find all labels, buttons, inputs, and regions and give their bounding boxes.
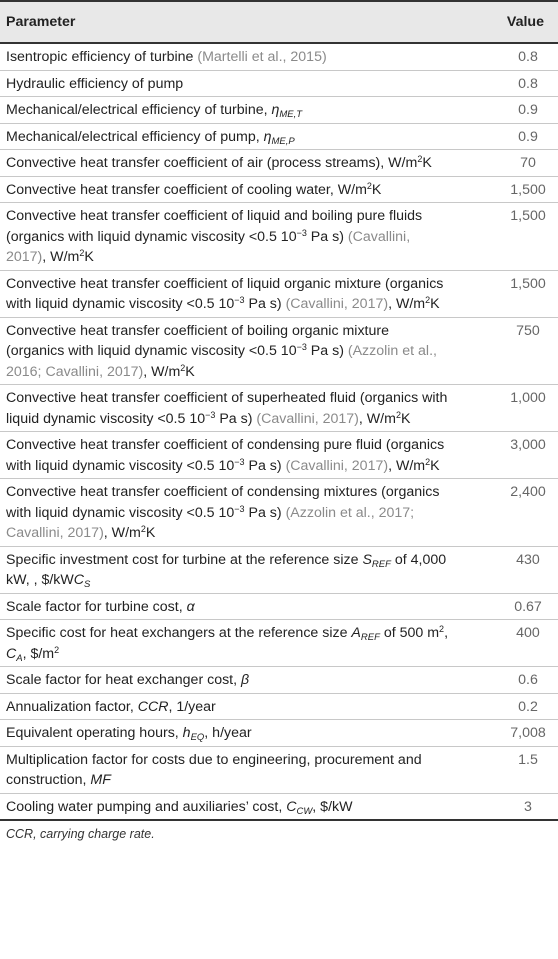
citation: (Cavallini, 2017) — [6, 228, 411, 265]
parameter-text: Hydraulic efficiency of pump — [6, 75, 184, 92]
subscript-2: A — [16, 652, 23, 664]
parameter-text: Convective heat transfer coefficient of liquid and boiling pure fluids (organics with liquid dynamic viscosity <0.5 10 — [6, 208, 423, 245]
table-row — [0, 124, 558, 151]
value-cell: 750 — [516, 322, 540, 339]
value-cell: 3,000 — [510, 437, 546, 453]
table-body — [0, 44, 558, 821]
table-row — [0, 150, 558, 177]
parameter-text: Convective heat transfer coefficient of boiling organic mixture (organics with liquid dynamic viscosity <0.5 10 — [6, 322, 389, 359]
exponent: −3 — [205, 409, 216, 420]
parameter-text: Convective heat transfer coefficient of condensing pure fluid (organics with liquid dynamic viscosity <0.5 10 — [6, 437, 445, 474]
citation: (Azzolin et al., 2016; Cavallini, 2017) — [6, 343, 437, 380]
table-row — [0, 594, 558, 621]
parameter-text: Specific cost for heat exchangers at the reference size — [6, 625, 352, 641]
table-row — [0, 203, 558, 271]
symbol: C — [286, 798, 297, 815]
parameter-cell — [0, 388, 458, 429]
value-cell: 70 — [520, 155, 536, 171]
parameter-text: Isentropic efficiency of turbine — [6, 49, 198, 65]
value-cell: 0.9 — [518, 102, 538, 118]
exponent: −3 — [296, 227, 307, 238]
unit-tail: K — [422, 155, 432, 171]
parameter-cell — [0, 180, 458, 201]
value-cell: 2,400 — [510, 484, 546, 500]
unit-text: , $/kW — [312, 798, 353, 815]
unit-tail: K — [185, 363, 195, 380]
parameter-cell — [0, 74, 458, 95]
parameter-cell — [0, 321, 458, 383]
parameter-text-mid: of 4,000 kW, — [6, 551, 447, 588]
exponent: −3 — [234, 456, 245, 467]
unit-text: , W/m — [388, 457, 426, 474]
unit-superscript: 2 — [140, 524, 146, 534]
parameter-cell — [0, 797, 458, 818]
subscript: REF — [360, 632, 380, 643]
table-row — [0, 97, 558, 124]
parameter-text: Multiplication factor for costs due to engineering, procurement and construction, — [6, 751, 422, 788]
value-cell: 1,500 — [510, 208, 546, 224]
unit-text: , W/m — [143, 363, 181, 380]
parameter-text-mid: Pa s) — [306, 228, 348, 245]
unit-text: , W/m — [358, 410, 396, 427]
citation: (Cavallini, 2017) — [285, 296, 389, 312]
symbol: η — [263, 128, 272, 145]
table-row — [0, 44, 558, 71]
subscript-2: S — [84, 579, 91, 590]
table-row — [0, 479, 558, 547]
symbol-2: C — [6, 645, 17, 662]
table-row — [0, 271, 558, 318]
symbol: CCR — [137, 698, 169, 715]
table-header — [0, 0, 558, 44]
symbol: A — [351, 625, 361, 641]
value-cell: 0.9 — [518, 128, 538, 145]
symbol: η — [271, 102, 280, 118]
subscript: CW — [296, 805, 313, 817]
value-cell: 0.2 — [518, 698, 538, 715]
citation: (Azzolin et al., 2017; Cavallini, 2017) — [6, 504, 415, 541]
table-row — [0, 694, 558, 721]
unit-tail: K — [430, 296, 440, 312]
header-value: Value — [506, 14, 544, 30]
unit-superscript: 2 — [366, 180, 372, 191]
parameter-cell — [0, 153, 458, 174]
parameter-cell — [0, 274, 458, 315]
exponent: −3 — [296, 342, 307, 352]
header-parameter: Parameter — [6, 14, 76, 30]
value-cell: 1,500 — [510, 181, 546, 198]
parameter-cell — [0, 435, 458, 476]
symbol: MF — [90, 772, 111, 788]
unit-tail: K — [400, 410, 411, 427]
parameter-text-mid: Pa s) — [244, 296, 286, 312]
parameter-text: Convective heat transfer coefficient of cooling water, W/m — [6, 181, 367, 198]
table-row — [0, 432, 558, 479]
value-cell: 0.67 — [514, 598, 542, 615]
unit-tail: K — [84, 249, 94, 265]
table-row — [0, 794, 558, 822]
parameter-text: Annualization factor, — [6, 698, 138, 715]
unit-superscript: 2 — [79, 248, 85, 258]
parameter-text: Mechanical/electrical efficiency of turbine, — [6, 102, 272, 118]
unit-superscript-2: 2 — [54, 644, 60, 655]
table-row — [0, 71, 558, 98]
table-row — [0, 620, 558, 667]
parameter-text: Convective heat transfer coefficient of air (process streams), W/m — [6, 155, 418, 171]
parameter-text: Convective heat transfer coefficient of liquid organic mixture (organics with liquid dynamic viscosity <0.5 10 — [6, 275, 444, 312]
unit-tail-2: , $/m — [22, 645, 55, 662]
parameter-text: Scale factor for turbine cost, — [6, 598, 187, 615]
parameter-cell — [0, 597, 458, 618]
symbol: α — [186, 598, 195, 615]
value-cell: 7,008 — [510, 725, 546, 741]
parameter-text: Convective heat transfer coefficient of superheated fluid (organics with liquid dynamic viscosity <0.5 10 — [6, 390, 448, 427]
parameter-cell — [0, 206, 458, 268]
unit-tail: K — [371, 181, 382, 198]
parameter-cell — [0, 100, 458, 121]
parameter-cell — [0, 750, 458, 791]
unit-text: , W/m — [388, 296, 426, 312]
unit-superscript: 2 — [439, 624, 445, 634]
citation: (Martelli et al., 2015) — [197, 49, 327, 65]
unit-superscript: 2 — [180, 362, 186, 373]
symbol-2: C — [73, 572, 85, 588]
parameter-text: Scale factor for heat exchanger cost, — [6, 672, 242, 688]
parameter-text-mid: Pa s) — [244, 504, 286, 521]
unit-text: , W/m — [42, 249, 80, 265]
symbol: β — [241, 672, 250, 688]
citation: (Cavallini, 2017) — [285, 457, 389, 474]
parameter-text-mid: Pa s) — [215, 410, 257, 427]
parameter-text-mid: Pa s) — [244, 457, 286, 474]
table-row — [0, 385, 558, 432]
parameter-cell — [0, 127, 458, 148]
parameter-text-mid: of 500 m — [379, 625, 440, 641]
value-cell: 400 — [516, 625, 540, 641]
value-cell: 1,500 — [510, 275, 546, 292]
table-footnote: CCR, carrying charge rate. — [6, 827, 155, 841]
unit-text: , $/kW — [33, 572, 74, 588]
unit-text: , — [444, 625, 449, 641]
parameter-text: Convective heat transfer coefficient of condensing mixtures (organics with liquid dynamic viscosity <0.5 10 — [6, 484, 440, 521]
parameter-cell — [0, 550, 458, 591]
unit-text: , W/m — [103, 525, 141, 541]
value-cell: 430 — [516, 551, 540, 568]
parameter-cell — [0, 723, 458, 744]
subscript: EQ — [190, 732, 205, 743]
parameter-text: Specific investment cost for turbine at the reference size — [6, 551, 363, 568]
subscript: ME,P — [271, 135, 295, 147]
parameter-text: Mechanical/electrical efficiency of pump, — [6, 128, 264, 145]
unit-superscript: 2 — [425, 456, 431, 467]
parameter-text: Cooling water pumping and auxiliaries’ cost, — [6, 798, 287, 815]
value-cell: 1.5 — [518, 751, 538, 768]
value-cell: 0.8 — [518, 75, 538, 92]
subscript: ME,T — [279, 109, 303, 120]
table-row — [0, 547, 558, 594]
parameter-text: Equivalent operating hours, — [6, 725, 183, 741]
subscript: REF — [371, 558, 391, 570]
unit-superscript: 2 — [417, 154, 423, 164]
unit-text: , 1/year — [168, 698, 216, 715]
unit-tail: K — [430, 457, 440, 474]
unit-superscript: 2 — [395, 409, 401, 420]
unit-text: , h/year — [204, 725, 252, 741]
value-cell: 3 — [524, 798, 532, 815]
exponent: −3 — [234, 503, 245, 514]
value-cell: 0.8 — [518, 49, 538, 65]
value-cell: 0.6 — [518, 672, 538, 688]
citation: (Cavallini, 2017) — [256, 410, 359, 427]
unit-superscript: 2 — [425, 295, 431, 305]
parameter-cell — [0, 47, 458, 68]
parameter-text-mid: Pa s) — [306, 343, 348, 359]
unit-tail: K — [145, 525, 156, 541]
parameter-cell — [0, 482, 458, 544]
table-row — [0, 720, 558, 747]
value-cell: 1,000 — [510, 390, 546, 406]
parameter-cell — [0, 697, 458, 718]
table-row — [0, 318, 558, 386]
parameter-cell — [0, 670, 458, 691]
symbol: h — [182, 725, 191, 741]
symbol: S — [362, 551, 372, 568]
exponent: −3 — [234, 295, 245, 305]
parameter-cell — [0, 623, 458, 664]
table-row — [0, 747, 558, 794]
table-row — [0, 177, 558, 204]
table-row — [0, 667, 558, 694]
